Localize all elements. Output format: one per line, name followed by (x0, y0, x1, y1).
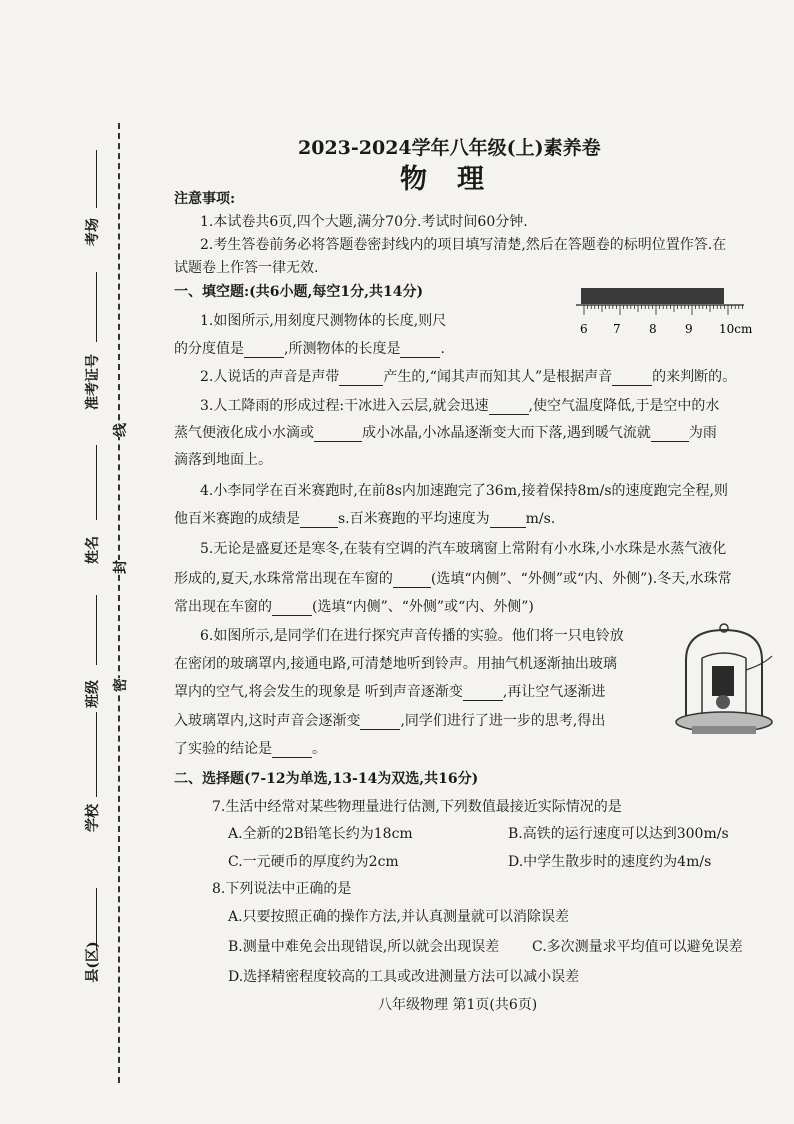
q1-line-a: 1.如图所示,用刻度尺测物体的长度,则尺 (200, 313, 447, 329)
q5-line-a: 5.无论是盛夏还是寒冬,在装有空调的汽车玻璃窗上常附有小水珠,小水珠是水蒸气液化 (200, 541, 727, 557)
electric-bell (712, 666, 734, 696)
wire-out (746, 656, 772, 670)
q6-blank-1[interactable] (463, 686, 503, 701)
q4-text-1: 他百米赛跑的成绩是 (174, 511, 300, 527)
q6-text-3: 入玻璃罩内,这时声音会逐渐变 (174, 713, 361, 729)
q1-text-1: 的分度值是 (174, 341, 244, 357)
q7-option-b[interactable]: B.高铁的运行速度可以达到300m/s (508, 826, 729, 842)
q8-option-c[interactable]: C.多次测量求平均值可以避免误差 (532, 939, 743, 955)
q8-option-d[interactable]: D.选择精密程度较高的工具或改进测量方法可以减小误差 (228, 969, 580, 985)
seal-char-mi: 密 (108, 678, 132, 692)
school-rule (96, 712, 97, 797)
q3-line-b (174, 424, 717, 442)
name-label: 姓名 (85, 536, 101, 564)
q1-blank-2[interactable] (400, 343, 440, 358)
bell-dome (716, 695, 730, 709)
q4-blank-1[interactable] (300, 513, 338, 528)
notice-heading: 注意事项: (174, 191, 236, 207)
seal-dashed-line (118, 123, 120, 1083)
q8-stem: 8.下列说法中正确的是 (212, 881, 352, 897)
seal-char-xian: 线 (108, 423, 132, 437)
class-label: 班级 (85, 680, 101, 708)
subject-title: 物理 (400, 164, 514, 195)
q3-text-5: 为雨 (688, 425, 717, 441)
q8-option-a[interactable]: A.只要按照正确的操作方法,并认真测量就可以消除误差 (228, 909, 570, 925)
q5-text-4: (选填“内侧”、“外侧”或“内、外侧”) (312, 599, 534, 615)
q6-line-e (174, 740, 326, 758)
q1-line-b (174, 340, 445, 358)
q2-blank-1[interactable] (339, 371, 383, 386)
q5-text-1: 形成的,夏天,水珠常常出现在车窗的 (174, 571, 393, 587)
q8-option-b[interactable]: B.测量中难免会出现错误,所以就会出现误差 (228, 939, 500, 955)
measured-object (581, 288, 724, 304)
q4-blank-2[interactable] (490, 513, 526, 528)
ticket-no-rule (96, 272, 97, 342)
q2-text-2: 产生的,“闻其声而知其人”是根据声音 (383, 369, 613, 385)
exam-room-label: 考场 (85, 218, 101, 246)
ruler-tick-label-6: 6 (580, 322, 588, 336)
q5-blank-1[interactable] (393, 573, 431, 588)
q3-line-a (200, 397, 719, 415)
q7-option-c[interactable]: C.一元硬币的厚度约为2cm (228, 854, 399, 870)
q2-text-1: 2.人说话的声音是声带 (200, 369, 340, 385)
notice-item-1: 1.本试卷共6页,四个大题,满分70分.考试时间60分钟. (200, 214, 528, 230)
ruler-ticks (584, 305, 742, 315)
q6-line-b: 在密闭的玻璃罩内,接通电路,可清楚地听到铃声。用抽气机逐渐抽出玻璃 (174, 656, 617, 672)
q6-text-2: ,再让空气逐渐进 (502, 684, 606, 700)
base-stand (692, 726, 756, 734)
q3-text-1: 3.人工降雨的形成过程:干冰进入云层,就会迅速 (200, 398, 489, 414)
county-label: 县(区) (85, 941, 101, 983)
q6-line-a: 6.如图所示,是同学们在进行探究声音传播的实验。他们将一只电铃放 (200, 628, 624, 644)
q3-text-2: ,使空气温度降低,于是空中的水 (528, 398, 720, 414)
q1-text-2: ,所测物体的长度是 (284, 341, 401, 357)
section2-heading: 二、选择题(7-12为单选,13-14为双选,共16分) (174, 771, 479, 787)
q2-blank-2[interactable] (612, 371, 652, 386)
exam-title: 2023-2024学年八年级(上)素养卷 (298, 137, 601, 159)
ruler-tick-label-9: 9 (685, 322, 693, 336)
seal-char-feng: 封 (108, 560, 132, 574)
ruler-tick-label-7: 7 (613, 322, 621, 336)
q6-line-c (174, 683, 605, 701)
q4-line-a: 4.小李同学在百米赛跑时,在前8s内加速跑完了36m,接着保持8m/s的速度跑完全程,则 (200, 483, 728, 499)
q6-text-5: 了实验的结论是 (174, 741, 272, 757)
q5-text-3: 常出现在车窗的 (174, 599, 272, 615)
q5-text-2: (选填“内侧”、“外侧”或“内、外侧”).冬天,水珠常 (430, 571, 732, 587)
exam-room-rule (96, 150, 97, 208)
q6-line-d (174, 712, 605, 730)
q3-blank-2[interactable] (314, 427, 362, 442)
q4-text-2: s.百米赛跑的平均速度为 (338, 511, 490, 527)
notice-item-2b: 试题卷上作答一律无效. (174, 260, 319, 276)
q6-text-4: ,同学们进行了进一步的思考,得出 (400, 713, 606, 729)
notice-item-2a: 2.考生答卷前务必将答题卷密封线内的项目填写清楚,然后在答题卷的标明位置作答.在 (200, 237, 727, 253)
q5-blank-2[interactable] (272, 601, 312, 616)
q6-blank-2[interactable] (360, 715, 400, 730)
q3-blank-1[interactable] (489, 400, 529, 415)
q7-stem: 7.生活中经常对某些物理量进行估测,下列数值最接近实际情况的是 (212, 799, 622, 815)
bell-jar-figure (672, 620, 782, 738)
section1-heading: 一、填空题:(共6小题,每空1分,共14分) (174, 284, 424, 300)
q7-option-d[interactable]: D.中学生散步时的速度约为4m/s (508, 854, 712, 870)
q2-line (200, 368, 736, 386)
q4-text-3: m/s. (525, 511, 556, 527)
q6-blank-3[interactable] (272, 743, 312, 758)
hanger-wire (702, 653, 746, 658)
ruler-tick-label-10: 10cm (719, 322, 753, 336)
school-label: 学校 (85, 804, 101, 832)
q3-text-4: 成小冰晶,小冰晶逐渐变大而下落,遇到暖气流就 (362, 425, 651, 441)
ruler-tick-label-8: 8 (649, 322, 657, 336)
q6-text-1: 罩内的空气,将会发生的现象是 听到声音逐渐变 (174, 684, 463, 700)
q1-blank-1[interactable] (244, 343, 284, 358)
q3-blank-3[interactable] (651, 427, 689, 442)
q5-line-c (174, 598, 534, 616)
q1-text-3: . (440, 341, 445, 357)
ruler-figure (576, 283, 766, 339)
q7-option-a[interactable]: A.全新的2B铅笔长约为18cm (228, 826, 413, 842)
q3-text-3: 蒸气便液化成小水滴或 (174, 425, 314, 441)
ticket-no-label: 准考证号 (85, 354, 101, 410)
q3-line-c: 滴落到地面上。 (174, 452, 272, 468)
q2-text-3: 的来判断的。 (652, 369, 737, 385)
name-rule (96, 445, 97, 520)
q5-line-b (174, 570, 732, 588)
page-footer: 八年级物理 第1页(共6页) (378, 997, 538, 1013)
q4-line-b (174, 510, 555, 528)
q6-text-6: 。 (312, 741, 326, 757)
class-rule (96, 595, 97, 665)
